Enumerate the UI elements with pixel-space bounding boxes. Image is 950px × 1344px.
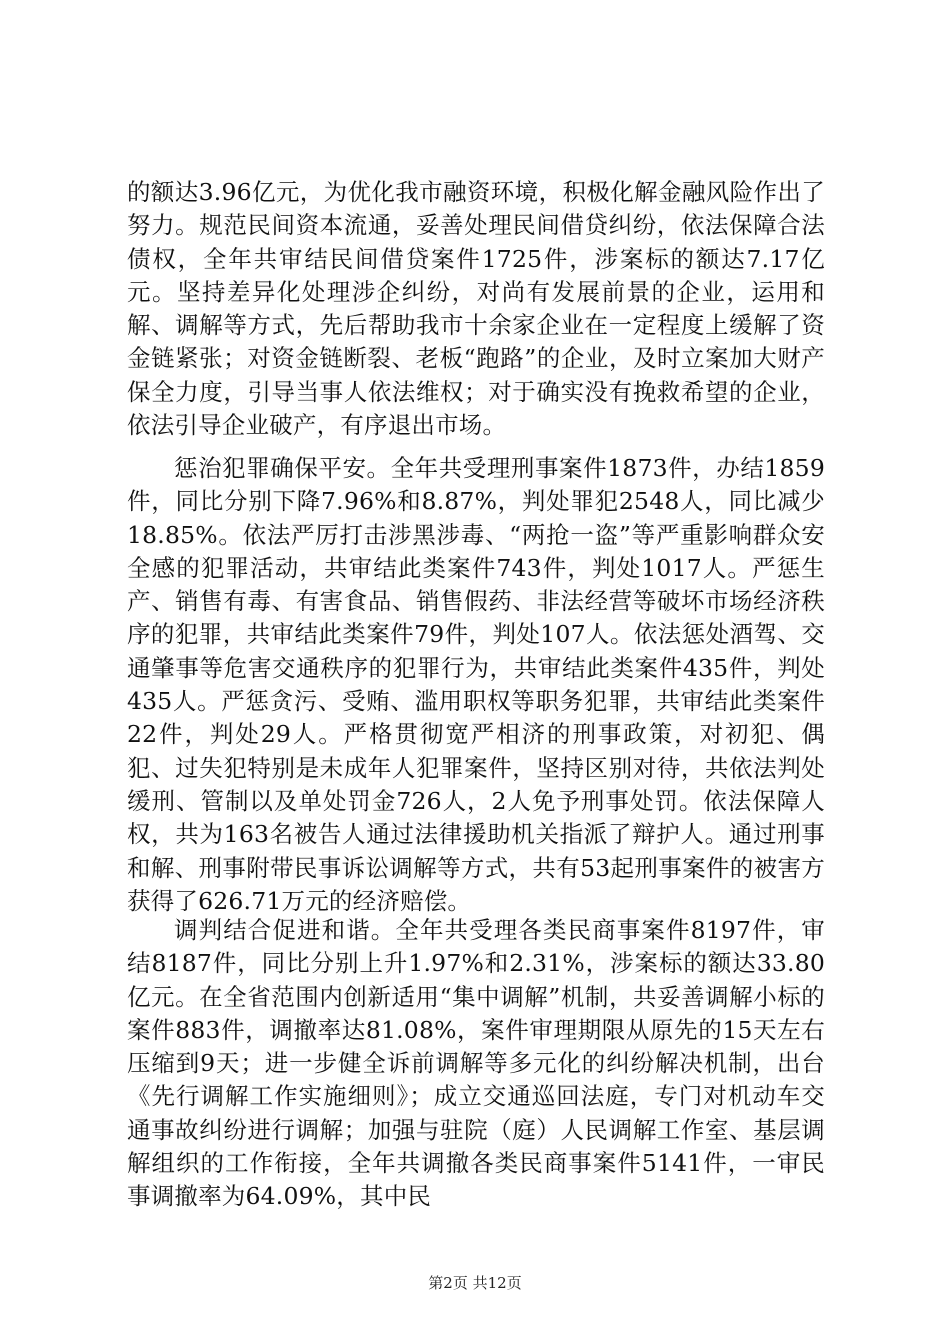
paragraph-financial-disputes: 的额达3.96亿元，为优化我市融资环境，积极化解金融风险作出了努力。规范民间资本流通，妥善处理民间借贷纠纷，依法保障合法债权，全年共审结民间借贷案件1725件，涉案标的额达7.17亿元。坚持差异化处理涉企纠纷，对尚有发展前景的企业，运用和解、调解等方式，先后帮助我市十余家企业在一定程度上缓解了资金链紧张；对资金链断裂、老板“跑路”的企业，及时立案加大财产保全力度，引导当事人依法维权；对于确实没有挽救希望的企业，依法引导企业破产，有序退出市场。 xyxy=(127,178,825,440)
paragraph-civil-mediation: 调判结合促进和谐。全年共受理各类民商事案件8197件，审结8187件，同比分别上升1.97%和2.31%，涉案标的额达33.80亿元。在全省范围内创新适用“集中调解”机制，共妥善调解小标的案件883件，调撤率达81.08%，案件审理期限从原先的15天左右压缩到9天；进一步健全诉前调解等多元化的纠纷解决机制，出台《先行调解工作实施细则》；成立交通巡回法庭，专门对机动车交通事故纠纷进行调解；加强与驻院（庭）人民调解工作室、基层调解组织的工作衔接，全年共调撤各类民商事案件5141件，一审民事调撤率为64.09%，其中民 xyxy=(127,916,825,1211)
paragraph-criminal-justice: 惩治犯罪确保平安。全年共受理刑事案件1873件，办结1859件，同比分别下降7.96%和8.87%，判处罪犯2548人，同比减少18.85%。依法严厉打击涉黑涉毒、“两抢一盗”等严重影响群众安全感的犯罪活动，共审结此类案件743件，判处1017人。严惩生产、销售有毒、有害食品、销售假药、非法经营等破坏市场经济秩序的犯罪，共审结此类案件79件，判处107人。依法惩处酒驾、交通肇事等危害交通秩序的犯罪行为，共审结此类案件435件，判处435人。严惩贪污、受贿、滥用职权等职务犯罪，共审结此类案件22件，判处29人。严格贯彻宽严相济的刑事政策，对初犯、偶犯、过失犯特别是未成年人犯罪案件，坚持区别对待，共依法判处缓刑、管制以及单处罚金726人，2人免予刑事处罚。依法保障人权，共为163名被告人通过法律援助机关指派了辩护人。通过刑事和解、刑事附带民事诉讼调解等方式，共有53起刑事案件的被害方获得了626.71万元的经济赔偿。 xyxy=(127,454,825,915)
page-footer: 第2页 共12页 xyxy=(428,1274,522,1292)
